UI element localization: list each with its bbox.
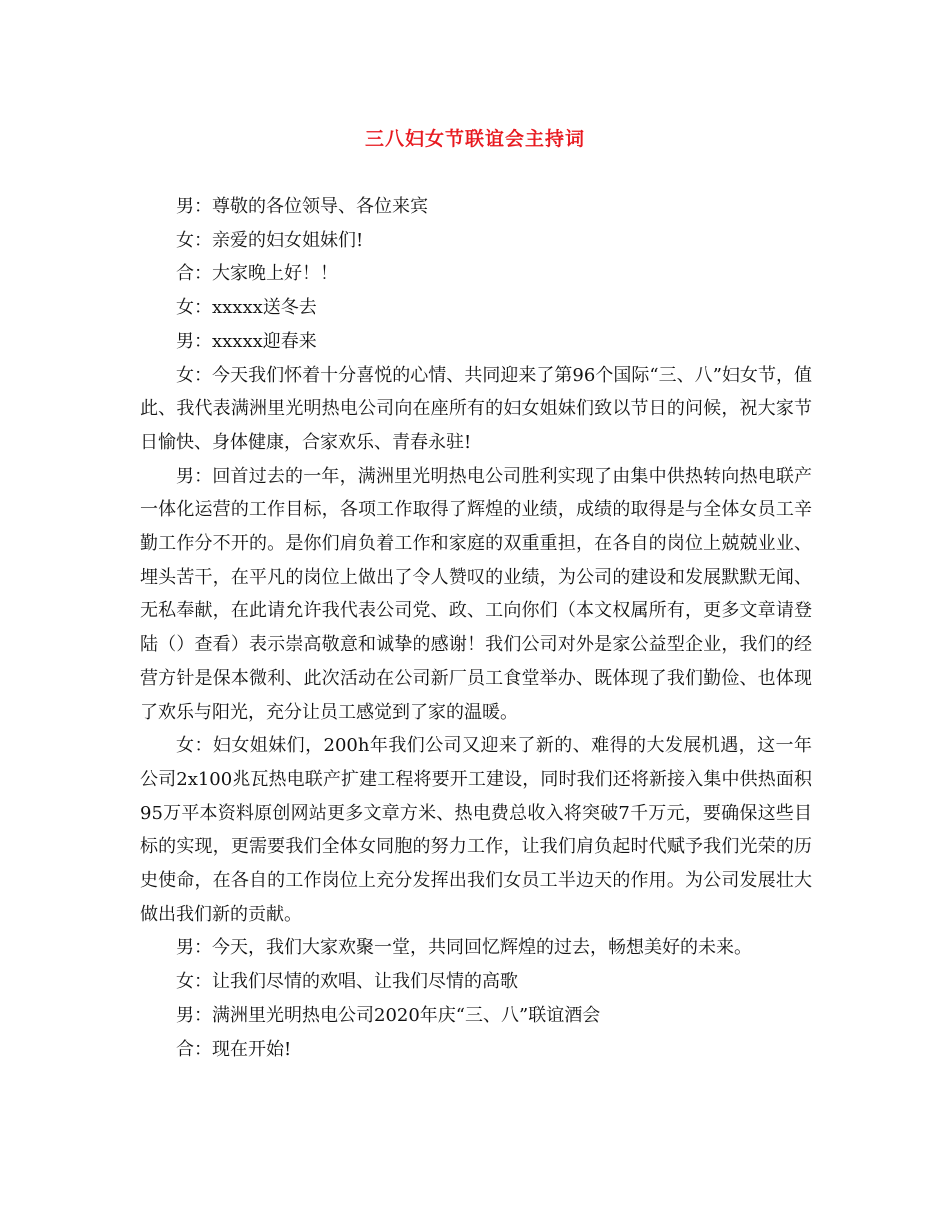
paragraph: 女：妇女姐妹们，200h年我们公司又迎来了新的、难得的大发展机遇，这一年公司2x100兆瓦热电联产扩建工程将要开工建设，同时我们还将新接入集中供热面积95万平本资料原创网站更多文章方米、热电费总收入将突破7千万元，要确保这些目标的实现，更需要我们全体女同胞的努力工作，让我们肩负起时代赋予我们光荣的历史使命，在各自的工作岗位上充分发挥出我们女员工半边天的作用。为公司发展壮大做出我们新的贡献。: [140, 735, 812, 925]
document-body: [140, 190, 812, 1066]
paragraph: 女：xxxxx送冬去: [176, 297, 317, 319]
paragraph: 男：满洲里光明热电公司2020年庆“三、八”联谊酒会: [176, 1004, 601, 1026]
document-title: 三八妇女节联谊会主持词: [364, 128, 585, 150]
paragraph: 合：大家晚上好！！: [176, 263, 338, 285]
paragraph: 女：让我们尽情的欢唱、让我们尽情的高歌: [176, 971, 518, 993]
paragraph: 男：回首过去的一年，满洲里光明热电公司胜利实现了由集中供热转向热电联产一体化运营的工作目标，各项工作取得了辉煌的业绩，成绩的取得是与全体女员工辛勤工作分不开的。是你们肩负着工作和家庭的双重重担，在各自的岗位上兢兢业业、埋头苦干，在平凡的岗位上做出了令人赞叹的业绩，为公司的建设和发展默默无闻、无私奉献，在此请允许我代表公司党、政、工向你们（本文权属所有，更多文章请登陆（）查看）表示崇高敬意和诚挚的感谢！我们公司对外是家公益型企业，我们的经营方针是保本微利、此次活动在公司新厂员工食堂举办、既体现了我们勤俭、也体现了欢乐与阳光，充分让员工感觉到了家的温暖。: [140, 465, 812, 723]
paragraph: 男：xxxxx迎春来: [176, 330, 317, 352]
paragraph: 男：尊敬的各位领导、各位来宾: [176, 196, 428, 217]
paragraph: 男：今天，我们大家欢聚一堂，共同回忆辉煌的过去，畅想美好的未来。: [176, 937, 752, 959]
paragraph: 合：现在开始!: [176, 1038, 292, 1060]
paragraph: 女：今天我们怀着十分喜悦的心情、共同迎来了第96个国际“三、八”妇女节，值此、我代表满洲里光明热电公司向在座所有的妇女姐妹们致以节日的问候，祝大家节日愉快、身体健康，合家欢乐、青春永驻!: [140, 364, 812, 453]
paragraph: 女：亲爱的妇女姐妹们!: [176, 229, 364, 251]
